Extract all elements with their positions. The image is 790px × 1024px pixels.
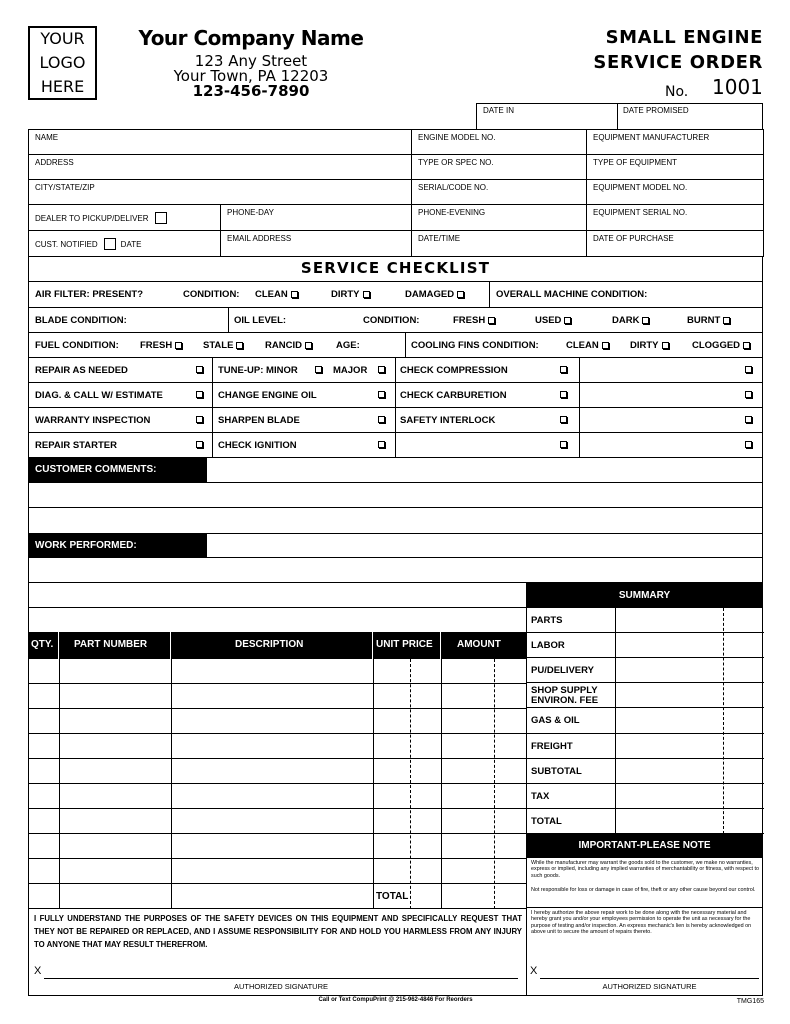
safety-interlock-checkbox[interactable] <box>560 416 567 423</box>
fuel-stale-option[interactable] <box>203 340 243 351</box>
fins-clean-checkbox[interactable] <box>602 342 609 349</box>
engine-model-field[interactable] <box>412 130 587 155</box>
company-street: 123 Any Street <box>194 52 308 70</box>
work-performed-row[interactable] <box>28 534 763 558</box>
summary-cents-divider <box>723 608 724 834</box>
air-divider <box>489 282 490 307</box>
fuel-divider <box>405 333 406 357</box>
authorization-signature-label: AUTHORIZED SIGNATURE <box>602 982 697 991</box>
fins-clogged-checkbox[interactable] <box>743 342 750 349</box>
email-field[interactable] <box>221 231 412 257</box>
fuel-rancid-option[interactable] <box>265 340 312 351</box>
oil-dark-checkbox[interactable] <box>642 317 649 324</box>
fuel-stale-checkbox[interactable] <box>236 342 243 349</box>
parts-row-line <box>29 833 527 834</box>
blade-oil-row <box>28 308 763 333</box>
parts-row-line <box>29 733 527 734</box>
date-divider <box>617 103 618 129</box>
comments-line-2[interactable] <box>28 508 763 534</box>
summary-amount-field-2[interactable] <box>615 633 764 657</box>
company-name: Your Company Name <box>138 26 364 50</box>
parts-body <box>28 659 526 909</box>
air-dirty-label: DIRTY <box>331 289 360 300</box>
repair-starter-checkbox[interactable] <box>196 441 203 448</box>
repair-starter-label: REPAIR STARTER <box>35 440 117 451</box>
summary-amount-field-7[interactable] <box>615 759 764 783</box>
fuel-rancid-checkbox[interactable] <box>305 342 312 349</box>
blank-service-checkbox-5[interactable] <box>745 441 752 448</box>
check-compression-checkbox[interactable] <box>560 366 567 373</box>
check-compression-label: CHECK COMPRESSION <box>400 365 508 376</box>
check-ignition-checkbox[interactable] <box>378 441 385 448</box>
fins-clogged-label: CLOGGED <box>692 340 741 351</box>
checklist-title: SERVICE CHECKLIST <box>300 259 491 277</box>
warranty-checkbox[interactable] <box>196 416 203 423</box>
safety-interlock-label: SAFETY INTERLOCK <box>400 415 496 426</box>
notified-date-label: DATE <box>120 240 142 249</box>
customer-sig-x: X <box>34 965 42 977</box>
oil-burnt-checkbox[interactable] <box>723 317 730 324</box>
equipment-manufacturer-label: EQUIPMENT MANUFACTURER <box>593 133 710 142</box>
service-col-divider-3 <box>579 358 580 458</box>
oil-dark-option[interactable] <box>612 315 649 326</box>
work-line-3[interactable] <box>28 608 526 632</box>
qty-header: QTY. <box>31 639 54 650</box>
summary-amount-field-8[interactable] <box>615 784 764 808</box>
parts-col-line <box>373 659 374 909</box>
blank-service-checkbox-3[interactable] <box>745 416 752 423</box>
date-time-label: DATE/TIME <box>418 234 461 243</box>
fuel-condition-label: FUEL CONDITION: <box>35 340 119 351</box>
type-spec-field[interactable] <box>412 155 587 180</box>
check-ignition-label: CHECK IGNITION <box>218 440 297 451</box>
city-state-zip-label: CITY/STATE/ZIP <box>35 183 95 192</box>
order-number-label: No. <box>665 84 689 100</box>
equipment-manufacturer-field[interactable] <box>587 130 764 155</box>
oil-used-label: USED <box>535 315 562 326</box>
blade-condition-label: BLADE CONDITION: <box>35 315 127 326</box>
summary-amount-field-9[interactable] <box>615 809 764 833</box>
summary-item-8: TAX <box>531 790 550 802</box>
customer-comments-label: CUSTOMER COMMENTS: <box>29 458 207 482</box>
blade-divider <box>228 308 229 332</box>
summary-col-line <box>615 608 616 834</box>
customer-info-table <box>28 129 764 257</box>
phone-evening-field[interactable] <box>412 205 587 231</box>
fuel-fresh-checkbox[interactable] <box>175 342 182 349</box>
fuel-rancid-label: RANCID <box>265 340 302 351</box>
fins-dirty-label: DIRTY <box>630 340 659 351</box>
oil-fresh-option[interactable] <box>453 315 495 326</box>
logo-line-1: YOUR <box>40 29 85 48</box>
blank-service-checkbox-1[interactable] <box>745 366 752 373</box>
oil-fresh-label: FRESH <box>453 315 486 326</box>
customer-signature-label: AUTHORIZED SIGNATURE <box>233 982 329 991</box>
summary-item-6: FREIGHT <box>531 740 573 752</box>
summary-amount-field-3[interactable] <box>615 658 764 682</box>
summary-item-1: PARTS <box>531 615 563 626</box>
cust-notified-checkbox[interactable] <box>104 238 116 250</box>
air-condition-label: CONDITION: <box>183 289 240 300</box>
checklist-title-row <box>28 256 763 282</box>
air-clean-option[interactable] <box>255 289 298 300</box>
diag-call-label: DIAG. & CALL W/ ESTIMATE <box>35 390 163 401</box>
air-dirty-checkbox[interactable] <box>363 291 370 298</box>
oil-dark-label: DARK <box>612 315 640 326</box>
city-state-zip-field[interactable] <box>29 180 412 205</box>
oil-used-checkbox[interactable] <box>564 317 571 324</box>
note-warranty-text: While the manufacturer may warrant the goods sold to the customer, we make no warranties, express or implied, including any implied warranties of merchantability or fitness, with respect to such goods. <box>531 860 760 879</box>
overall-condition-label: OVERALL MACHINE CONDITION: <box>496 289 648 300</box>
fuel-age-label: AGE: <box>336 340 360 351</box>
work-line-1[interactable] <box>28 558 763 583</box>
parts-row-line <box>29 683 527 684</box>
company-city: Your Town, PA 12203 <box>173 67 329 85</box>
description-header: DESCRIPTION <box>235 639 304 650</box>
oil-used-option[interactable] <box>535 315 571 326</box>
date-time-field[interactable] <box>412 231 587 257</box>
air-filter-row <box>28 282 763 308</box>
fuel-cooling-row <box>28 333 763 358</box>
fins-clean-option[interactable] <box>566 340 609 351</box>
parts-row-line <box>29 808 527 809</box>
type-equipment-field[interactable] <box>587 155 764 180</box>
phone-evening-label: PHONE-EVENING <box>418 208 486 217</box>
summary-item-4: SHOP SUPPLY ENVIRON. FEE <box>531 685 599 707</box>
service-col-divider-2 <box>395 358 396 458</box>
blank-service-checkbox-2[interactable] <box>745 391 752 398</box>
parts-col-line <box>441 659 442 909</box>
authorization-signature-line[interactable] <box>540 978 759 979</box>
email-label: EMAIL ADDRESS <box>227 234 292 243</box>
air-clean-checkbox[interactable] <box>291 291 298 298</box>
fuel-stale-label: STALE <box>203 340 234 351</box>
warranty-label: WARRANTY INSPECTION <box>35 415 151 426</box>
parts-total-label: TOTAL <box>376 891 409 902</box>
logo-line-2: LOGO <box>39 53 86 72</box>
change-oil-label: CHANGE ENGINE OIL <box>218 390 317 401</box>
summary-amount-field-1[interactable] <box>615 608 764 632</box>
summary-item-3: PU/DELIVERY <box>531 665 594 677</box>
oil-burnt-option[interactable] <box>687 315 730 326</box>
air-dirty-option[interactable] <box>331 289 370 300</box>
dealer-pickup-field <box>29 205 221 231</box>
fins-clogged-option[interactable] <box>692 340 750 351</box>
diag-call-checkbox[interactable] <box>196 391 203 398</box>
summary-body <box>526 608 763 834</box>
sharpen-blade-label: SHARPEN BLADE <box>218 415 300 426</box>
oil-burnt-label: BURNT <box>687 315 721 326</box>
oil-condition-label: CONDITION: <box>363 315 420 326</box>
amount-header: AMOUNT <box>457 639 501 650</box>
parts-header <box>28 632 526 659</box>
tune-up-minor-label: TUNE-UP: MINOR <box>218 365 298 376</box>
form-title-line1: SMALL ENGINE <box>605 27 763 48</box>
logo-placeholder <box>28 26 97 100</box>
air-damaged-label: DAMAGED <box>405 289 455 300</box>
fuel-fresh-label: FRESH <box>140 340 173 351</box>
fuel-fresh-option[interactable] <box>140 340 182 351</box>
type-spec-label: TYPE OR SPEC NO. <box>418 158 494 167</box>
engine-model-label: ENGINE MODEL NO. <box>418 133 496 142</box>
equipment-model-label: EQUIPMENT MODEL NO. <box>593 183 688 192</box>
parts-row-line <box>29 858 527 859</box>
name-label: NAME <box>35 133 59 142</box>
tune-up-major-label: MAJOR <box>333 365 368 376</box>
address-label: ADDRESS <box>35 158 74 167</box>
cust-notified-label: CUST. NOTIFIED <box>35 240 98 249</box>
dealer-pickup-label: DEALER TO PICKUP/DELIVER <box>35 214 149 223</box>
parts-cents-divider <box>410 659 411 909</box>
equipment-serial-field[interactable] <box>587 205 764 231</box>
work-performed-label: WORK PERFORMED: <box>29 534 207 557</box>
reorder-text: Call or Text CompuPrint @ 215-962-4846 For Reorders <box>318 997 473 1003</box>
date-fields-box <box>476 103 763 129</box>
date-in-field[interactable]: DATE IN <box>483 106 514 115</box>
repair-as-needed-checkbox[interactable] <box>196 366 203 373</box>
phone-day-field[interactable] <box>221 205 412 231</box>
phone-day-label: PHONE-DAY <box>227 208 274 217</box>
comments-line-1[interactable] <box>28 483 763 508</box>
form-code: TMG165 <box>736 998 764 1005</box>
fins-clean-label: CLEAN <box>566 340 599 351</box>
form-title-line2: SERVICE ORDER <box>593 52 763 73</box>
summary-header: SUMMARY <box>526 583 763 608</box>
serial-code-label: SERIAL/CODE NO. <box>418 183 489 192</box>
equipment-model-field[interactable] <box>587 180 764 205</box>
tune-up-major-checkbox[interactable] <box>378 366 385 373</box>
work-line-2[interactable] <box>28 583 526 608</box>
order-number: 1001 <box>712 75 763 99</box>
summary-item-2: LABOR <box>531 640 565 652</box>
summary-item-7: SUBTOTAL <box>531 765 582 777</box>
repair-as-needed-label: REPAIR AS NEEDED <box>35 365 128 376</box>
note-divider <box>526 907 763 908</box>
summary-amount-field-4[interactable] <box>615 683 764 707</box>
customer-signature-line[interactable] <box>44 978 518 979</box>
air-filter-label: AIR FILTER: PRESENT? <box>35 289 144 300</box>
summary-item-5: GAS & OIL <box>531 715 580 727</box>
company-phone: 123-456-7890 <box>192 82 310 100</box>
cust-notified-field <box>29 231 221 257</box>
tune-up-minor-checkbox[interactable] <box>315 366 322 373</box>
customer-comments-row[interactable] <box>28 458 763 483</box>
note-liability-text: Not responsible for loss or damage in case of fire, theft or any other cause beyond our control. <box>531 887 756 893</box>
dealer-pickup-checkbox[interactable] <box>155 212 167 224</box>
change-oil-checkbox[interactable] <box>378 391 385 398</box>
fins-dirty-option[interactable] <box>630 340 669 351</box>
parts-col-line <box>171 659 172 909</box>
summary-amount-field-6[interactable] <box>615 734 764 758</box>
name-field[interactable] <box>29 130 412 155</box>
parts-row-line <box>29 783 527 784</box>
type-equipment-label: TYPE OF EQUIPMENT <box>593 158 678 167</box>
oil-fresh-checkbox[interactable] <box>488 317 495 324</box>
logo-line-3: HERE <box>40 77 85 96</box>
parts-row-line <box>29 758 527 759</box>
service-col-divider-1 <box>212 358 213 458</box>
summary-amount-field-5[interactable] <box>615 708 764 732</box>
parts-cents-divider <box>494 659 495 909</box>
address-field[interactable] <box>29 155 412 180</box>
summary-item-9: TOTAL <box>531 815 562 827</box>
parts-row-line <box>29 708 527 709</box>
important-note-header: IMPORTANT-PLEASE NOTE <box>526 834 763 858</box>
date-purchase-field[interactable] <box>587 231 764 257</box>
parts-col-line <box>59 659 60 909</box>
blank-service-checkbox-4[interactable] <box>560 441 567 448</box>
air-damaged-checkbox[interactable] <box>457 291 464 298</box>
cooling-fins-label: COOLING FINS CONDITION: <box>411 340 539 351</box>
fins-dirty-checkbox[interactable] <box>662 342 669 349</box>
serial-code-field[interactable] <box>412 180 587 205</box>
part-number-header: PART NUMBER <box>74 639 148 650</box>
equipment-serial-label: EQUIPMENT SERIAL NO. <box>593 208 688 217</box>
parts-row-line <box>29 883 527 884</box>
check-carburetion-label: CHECK CARBURETION <box>400 390 507 401</box>
check-carburetion-checkbox[interactable] <box>560 391 567 398</box>
note-authorization-text: I hereby authorize the above repair work to be done along with the necessary material and hereby grant you and/or your employees permission to operate the unit as necessary for the purpose of testing and/or inspection. An express mechanic's lien is hereby acknowledged on above unit to secure the amount of repairs thereto. <box>531 910 752 935</box>
date-promised-field[interactable]: DATE PROMISED <box>623 106 689 115</box>
oil-level-label: OIL LEVEL: <box>234 315 287 326</box>
authorization-sig-x: X <box>530 965 538 977</box>
safety-statement: I FULLY UNDERSTAND THE PURPOSES OF THE SAFETY DEVICES ON THIS EQUIPMENT AND SPECIFICALLY REQUEST THAT THEY NOT BE REPAIRED OR REPLACED, AND I ASSUME RESPONSIBILITY FOR AND HOLD YOU HARMLESS FROM ANY INJURY TO ANYONE THAT MAY RESULT THEREFROM. <box>34 914 522 949</box>
air-damaged-option[interactable] <box>405 289 464 300</box>
air-clean-label: CLEAN <box>255 289 288 300</box>
date-purchase-label: DATE OF PURCHASE <box>593 234 674 243</box>
sharpen-blade-checkbox[interactable] <box>378 416 385 423</box>
unit-price-header: UNIT PRICE <box>376 639 433 650</box>
